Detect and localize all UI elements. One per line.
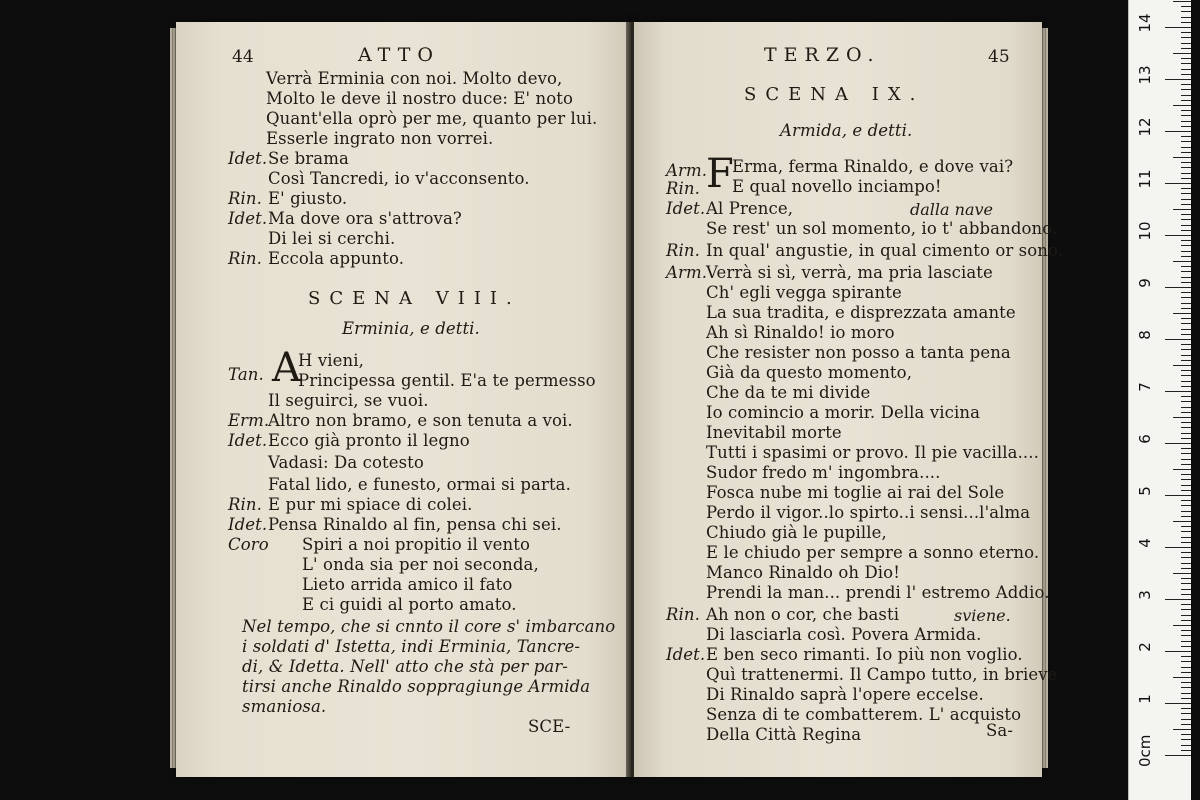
stage-aside: sviene. <box>954 606 1011 625</box>
ruler-tick <box>1181 355 1191 356</box>
ruler-tick <box>1181 292 1191 293</box>
ruler-tick <box>1165 599 1191 600</box>
ruler-tick <box>1181 672 1191 673</box>
catchword: SCE- <box>528 717 571 736</box>
catchword: Sa- <box>986 721 1014 740</box>
ruler-tick <box>1181 115 1191 116</box>
dialogue-line: Vadasi: Da cotesto <box>268 453 424 472</box>
dialogue-text: E' giusto. <box>268 189 348 208</box>
chorus-line: L' onda sia per noi seconda, <box>302 555 539 574</box>
stage-direction-line: tirsi anche Rinaldo soppragiunge Armida <box>242 677 591 696</box>
ruler-tick <box>1165 651 1191 652</box>
ruler-tick <box>1181 204 1191 205</box>
chorus-line: Spiri a noi propitio il vento <box>302 535 531 554</box>
dialogue-text: Quì trattenermi. Il Campo tutto, in brieve <box>706 665 1058 684</box>
ruler-tick <box>1181 100 1191 101</box>
ruler-tick <box>1181 438 1191 439</box>
ruler-tick <box>1181 583 1191 584</box>
ruler-tick <box>1181 178 1191 179</box>
drop-cap: A <box>272 345 301 391</box>
dialogue-line <box>666 200 793 218</box>
dialogue-text: Principessa gentil. E'a te permesso <box>298 371 596 390</box>
ruler-tick <box>1181 349 1191 350</box>
ruler-tick <box>1181 433 1191 434</box>
ruler-tick <box>1181 381 1191 382</box>
ruler-tick <box>1181 48 1191 49</box>
ruler-tick <box>1181 37 1191 38</box>
ruler-tick <box>1173 573 1191 574</box>
ruler-tick <box>1165 703 1191 704</box>
speaker-label: Rin. <box>228 189 262 208</box>
ruler-tick <box>1181 199 1191 200</box>
ruler-tick <box>1181 485 1191 486</box>
speaker-label: Rin. <box>228 495 262 514</box>
dialogue-line <box>666 606 899 624</box>
ruler-tick <box>1181 152 1191 153</box>
ruler-tick <box>1165 235 1191 236</box>
ruler-tick <box>1181 318 1191 319</box>
left-page-header: ATTO <box>358 44 440 66</box>
ruler-tick <box>1181 282 1191 283</box>
dialogue-line <box>228 210 462 228</box>
dialogue-line: Così Tancredi, io v'acconsento. <box>268 169 530 188</box>
ruler-tick <box>1181 615 1191 616</box>
verse-line: Tutti i spasimi or provo. Il pie vacilla.... <box>706 443 1039 462</box>
ruler-tick <box>1181 578 1191 579</box>
dialogue-text: Della Città Regina <box>706 725 862 744</box>
ruler-tick <box>1173 417 1191 418</box>
left-page-number: 44 <box>232 47 254 67</box>
ruler-tick <box>1181 162 1191 163</box>
ruler-tick <box>1173 313 1191 314</box>
ruler-tick <box>1181 360 1191 361</box>
speaker-label: Idet. <box>228 515 268 534</box>
verse-line: Esserle ingrato non vorrei. <box>266 129 494 148</box>
ruler-tick <box>1181 552 1191 553</box>
ruler-tick <box>1181 750 1191 751</box>
ruler-tick <box>1181 396 1191 397</box>
ruler-tick <box>1173 261 1191 262</box>
dialogue-text: Se brama <box>268 149 349 168</box>
ruler-tick <box>1181 230 1191 231</box>
ruler-number: 2 <box>1136 642 1154 652</box>
ruler-tick <box>1181 173 1191 174</box>
drop-cap: F <box>706 151 734 197</box>
ruler-tick <box>1165 131 1191 132</box>
ruler-tick <box>1181 448 1191 449</box>
dialogue-text: E ben seco rimanti. Io più non voglio. <box>706 645 1023 664</box>
ruler-tick <box>1181 141 1191 142</box>
verse-line: Verrà Erminia con noi. Molto devo, <box>266 69 563 88</box>
ruler-tick <box>1181 661 1191 662</box>
ruler-tick <box>1181 563 1191 564</box>
verse-line: Ah sì Rinaldo! io moro <box>706 323 895 342</box>
ruler-tick <box>1181 505 1191 506</box>
ruler-tick <box>1181 646 1191 647</box>
ruler-tick <box>1181 630 1191 631</box>
chorus-line: Lieto arrida amico il fato <box>302 575 513 594</box>
ruler-tick <box>1181 266 1191 267</box>
dialogue-text: Pensa Rinaldo al fin, pensa chi sei. <box>268 515 562 534</box>
speaker-label: Idet. <box>228 431 268 450</box>
ruler-tick <box>1173 469 1191 470</box>
dialogue-text: Verrà si sì, verrà, ma pria lasciate <box>706 263 993 282</box>
dialogue-line <box>666 242 1063 260</box>
verse-line: Manco Rinaldo oh Dio! <box>706 563 900 582</box>
ruler-tick <box>1181 43 1191 44</box>
dialogue-text: In qual' angustie, in qual cimento or sono. <box>706 241 1064 260</box>
ruler-tick <box>1181 245 1191 246</box>
verse-line: Sudor fredo m' ingombra.... <box>706 463 941 482</box>
ruler-tick <box>1181 136 1191 137</box>
ruler-tick <box>1181 745 1191 746</box>
ruler-tick <box>1181 713 1191 714</box>
ruler-tick <box>1181 84 1191 85</box>
ruler-tick <box>1181 693 1191 694</box>
dialogue-line: Di lei si cerchi. <box>268 229 396 248</box>
dialogue-line <box>666 646 1023 664</box>
ruler-tick <box>1181 474 1191 475</box>
verse-line: Già da questo momento, <box>706 363 913 382</box>
dialogue-line <box>228 516 562 534</box>
ruler-tick <box>1181 219 1191 220</box>
dialogue-text: Al Prence, <box>706 199 794 218</box>
ruler-tick <box>1181 251 1191 252</box>
dialogue-text: Se rest' un sol momento, io t' abbandono. <box>706 219 1058 238</box>
speaker-label: Idet. <box>228 209 268 228</box>
right-page-number: 45 <box>988 47 1010 67</box>
ruler-tick <box>1181 557 1191 558</box>
right-page-header: TERZO. <box>764 44 881 66</box>
speaker-label: Tan. <box>228 365 264 384</box>
scene-title: SCENA IX. <box>744 84 925 105</box>
ruler-tick <box>1181 589 1191 590</box>
ruler-tick <box>1181 604 1191 605</box>
verse-line: La sua tradita, e disprezzata amante <box>706 303 1016 322</box>
stage-direction-line: smaniosa. <box>242 697 327 716</box>
ruler-tick <box>1181 167 1191 168</box>
ruler-tick <box>1181 11 1191 12</box>
ruler-tick <box>1181 126 1191 127</box>
ruler-tick <box>1181 682 1191 683</box>
speaker-label: Idet. <box>666 645 706 664</box>
ruler-tick <box>1181 667 1191 668</box>
verse-line: Inevitabil morte <box>706 423 842 442</box>
verse-line: E le chiudo per sempre a sonno eterno. <box>706 543 1040 562</box>
verse-line: Io comincio a morir. Della vicina <box>706 403 981 422</box>
ruler-tick <box>1181 641 1191 642</box>
ruler-tick <box>1181 698 1191 699</box>
chorus-line: E ci guidi al porto amato. <box>302 595 517 614</box>
dialogue-text: Ecco già pronto il legno <box>268 431 470 450</box>
ruler-tick <box>1181 74 1191 75</box>
ruler-number: 3 <box>1136 590 1154 600</box>
verse-line: Prendi la man... prendi l' estremo Addio. <box>706 583 1050 602</box>
ruler-tick <box>1181 225 1191 226</box>
scene-cast: Erminia, e detti. <box>342 319 480 338</box>
ruler-tick <box>1181 17 1191 18</box>
verse-line: Che resister non posso a tanta pena <box>706 343 1011 362</box>
ruler-tick <box>1181 6 1191 7</box>
ruler-tick <box>1181 516 1191 517</box>
ruler-tick <box>1181 375 1191 376</box>
ruler-tick <box>1181 531 1191 532</box>
right-page <box>634 22 1064 777</box>
verse-line: Molto le deve il nostro duce: E' noto <box>266 89 574 108</box>
left-page <box>176 22 632 777</box>
ruler-tick <box>1181 464 1191 465</box>
ruler-tick <box>1181 594 1191 595</box>
dialogue-text: Erma, ferma Rinaldo, e dove vai? <box>732 157 1014 176</box>
ruler-tick <box>1173 157 1191 158</box>
verse-line: Ch' egli vegga spirante <box>706 283 902 302</box>
dialogue-text: Senza di te combatterem. L' acquisto <box>706 705 1022 724</box>
ruler-tick <box>1181 22 1191 23</box>
speaker-label: Rin. <box>666 605 700 624</box>
ruler-tick <box>1181 453 1191 454</box>
dialogue-text: Altro non bramo, e son tenuta a voi. <box>268 411 573 430</box>
speaker-label: Coro <box>228 535 269 554</box>
ruler-tick <box>1181 412 1191 413</box>
ruler-tick <box>1181 537 1191 538</box>
speaker-label: Erm. <box>228 411 270 430</box>
speaker-label: Arm. <box>666 161 708 180</box>
dialogue-line: Fatal lido, e funesto, ormai si parta. <box>268 475 571 494</box>
ruler-tick <box>1173 53 1191 54</box>
ruler-tick <box>1181 214 1191 215</box>
ruler-tick <box>1165 287 1191 288</box>
ruler-tick <box>1181 407 1191 408</box>
speaker-label: Rin. <box>228 249 262 268</box>
ruler-tick <box>1165 443 1191 444</box>
ruler-tick <box>1181 635 1191 636</box>
ruler-tick <box>1181 147 1191 148</box>
ruler-tick <box>1181 370 1191 371</box>
ruler-number: 13 <box>1136 65 1154 85</box>
ruler-tick <box>1181 323 1191 324</box>
ruler-tick <box>1181 719 1191 720</box>
ruler-tick <box>1181 724 1191 725</box>
dialogue-line <box>228 190 347 208</box>
ruler-tick <box>1181 708 1191 709</box>
verse-line: Perdo il vigor..lo spirto..i sensi...l'alma <box>706 503 1031 522</box>
ruler-tick <box>1181 422 1191 423</box>
dialogue-line <box>228 496 473 514</box>
ruler-tick <box>1173 1 1191 2</box>
ruler-tick <box>1181 193 1191 194</box>
verse-line: Che da te mi divide <box>706 383 871 402</box>
speaker-label: Rin. <box>666 179 700 198</box>
verse-line: Chiudo già le pupille, <box>706 523 887 542</box>
ruler-tick <box>1181 271 1191 272</box>
dialogue-line <box>228 150 349 168</box>
dialogue-text: E pur mi spiace di colei. <box>268 495 473 514</box>
stage-direction-line: i soldati d' Istetta, indi Erminia, Tancre- <box>242 637 581 656</box>
ruler-tick <box>1173 625 1191 626</box>
ruler-tick <box>1181 687 1191 688</box>
ruler-tick <box>1181 297 1191 298</box>
ruler-tick <box>1165 547 1191 548</box>
dialogue-line <box>228 250 404 268</box>
ruler-tick <box>1181 459 1191 460</box>
ruler-tick <box>1181 308 1191 309</box>
ruler-tick <box>1181 401 1191 402</box>
ruler-tick <box>1181 500 1191 501</box>
ruler-tick <box>1173 677 1191 678</box>
ruler-number: 5 <box>1136 486 1154 496</box>
ruler-tick <box>1181 739 1191 740</box>
ruler-tick <box>1181 609 1191 610</box>
ruler-tick <box>1181 256 1191 257</box>
ruler-tick <box>1181 386 1191 387</box>
ruler-tick <box>1181 427 1191 428</box>
ruler-tick <box>1181 479 1191 480</box>
ruler-tick <box>1181 344 1191 345</box>
dialogue-text: E qual novello inciampo! <box>732 177 942 196</box>
ruler-tick <box>1181 277 1191 278</box>
dialogue-line <box>228 412 573 430</box>
dialogue-text: Eccola appunto. <box>268 249 405 268</box>
ruler-tick <box>1181 329 1191 330</box>
ruler-number: 7 <box>1136 382 1154 392</box>
ruler-tick <box>1173 729 1191 730</box>
ruler-tick <box>1173 209 1191 210</box>
ruler-number: 4 <box>1136 538 1154 548</box>
speaker-label: Rin. <box>666 241 700 260</box>
ruler-tick <box>1181 188 1191 189</box>
ruler-number: 11 <box>1136 169 1154 189</box>
dialogue-line <box>228 432 470 450</box>
dialogue-line <box>666 264 993 282</box>
ruler-number: 10 <box>1136 221 1154 241</box>
ruler-tick <box>1181 511 1191 512</box>
ruler-tick <box>1173 521 1191 522</box>
ruler-tick <box>1181 89 1191 90</box>
measuring-ruler <box>1128 0 1191 800</box>
ruler-tick <box>1181 526 1191 527</box>
ruler-tick <box>1181 121 1191 122</box>
ruler-number: 8 <box>1136 330 1154 340</box>
scene-title: SCENA VIII. <box>308 288 521 309</box>
ruler-tick <box>1165 183 1191 184</box>
ruler-tick <box>1181 32 1191 33</box>
stage-direction-line: Nel tempo, che si cnnto il core s' imbarcano <box>242 617 616 636</box>
dialogue-text: H vieni, <box>298 351 364 370</box>
ruler-tick <box>1181 734 1191 735</box>
dialogue-text: Il seguirci, se vuoi. <box>268 391 429 410</box>
speaker-label: Idet. <box>228 149 268 168</box>
ruler-number: 14 <box>1136 13 1154 33</box>
verse-line: Quant'ella oprò per me, quanto per lui. <box>266 109 598 128</box>
ruler-tick <box>1165 79 1191 80</box>
ruler-tick <box>1181 110 1191 111</box>
ruler-number: 9 <box>1136 278 1154 288</box>
ruler-tick <box>1165 495 1191 496</box>
ruler-number: 12 <box>1136 117 1154 137</box>
ruler-tick <box>1165 27 1191 28</box>
ruler-tick <box>1173 105 1191 106</box>
ruler-number: 1 <box>1136 694 1154 704</box>
ruler-number: 6 <box>1136 434 1154 444</box>
ruler-tick <box>1181 656 1191 657</box>
ruler-unit-label: 0cm <box>1136 734 1154 767</box>
ruler-tick <box>1181 490 1191 491</box>
dialogue-text: Ah non o cor, che basti <box>706 605 900 624</box>
ruler-tick <box>1181 568 1191 569</box>
ruler-tick <box>1173 365 1191 366</box>
ruler-tick <box>1165 391 1191 392</box>
ruler-tick <box>1181 303 1191 304</box>
ruler-tick <box>1165 339 1191 340</box>
ruler-tick <box>1181 95 1191 96</box>
stage-direction-line: di, & Idetta. Nell' atto che stà per par- <box>242 657 568 676</box>
ruler-tick <box>1181 620 1191 621</box>
dialogue-text: Ma dove ora s'attrova? <box>268 209 462 228</box>
speaker-label: Idet. <box>666 199 706 218</box>
ruler-tick <box>1181 58 1191 59</box>
verse-line: Fosca nube mi toglie ai rai del Sole <box>706 483 1005 502</box>
dialogue-text: Di lasciarla così. Povera Armida. <box>706 625 982 644</box>
ruler-tick <box>1181 63 1191 64</box>
ruler-tick <box>1181 334 1191 335</box>
ruler-tick <box>1181 240 1191 241</box>
stage-aside: dalla nave <box>910 200 993 219</box>
dialogue-text: Di Rinaldo saprà l'opere eccelse. <box>706 685 984 704</box>
ruler-tick <box>1181 542 1191 543</box>
scene-cast: Armida, e detti. <box>780 121 913 140</box>
speaker-label: Arm. <box>666 263 708 282</box>
ruler-tick <box>1181 69 1191 70</box>
ruler-tick <box>1165 755 1191 756</box>
